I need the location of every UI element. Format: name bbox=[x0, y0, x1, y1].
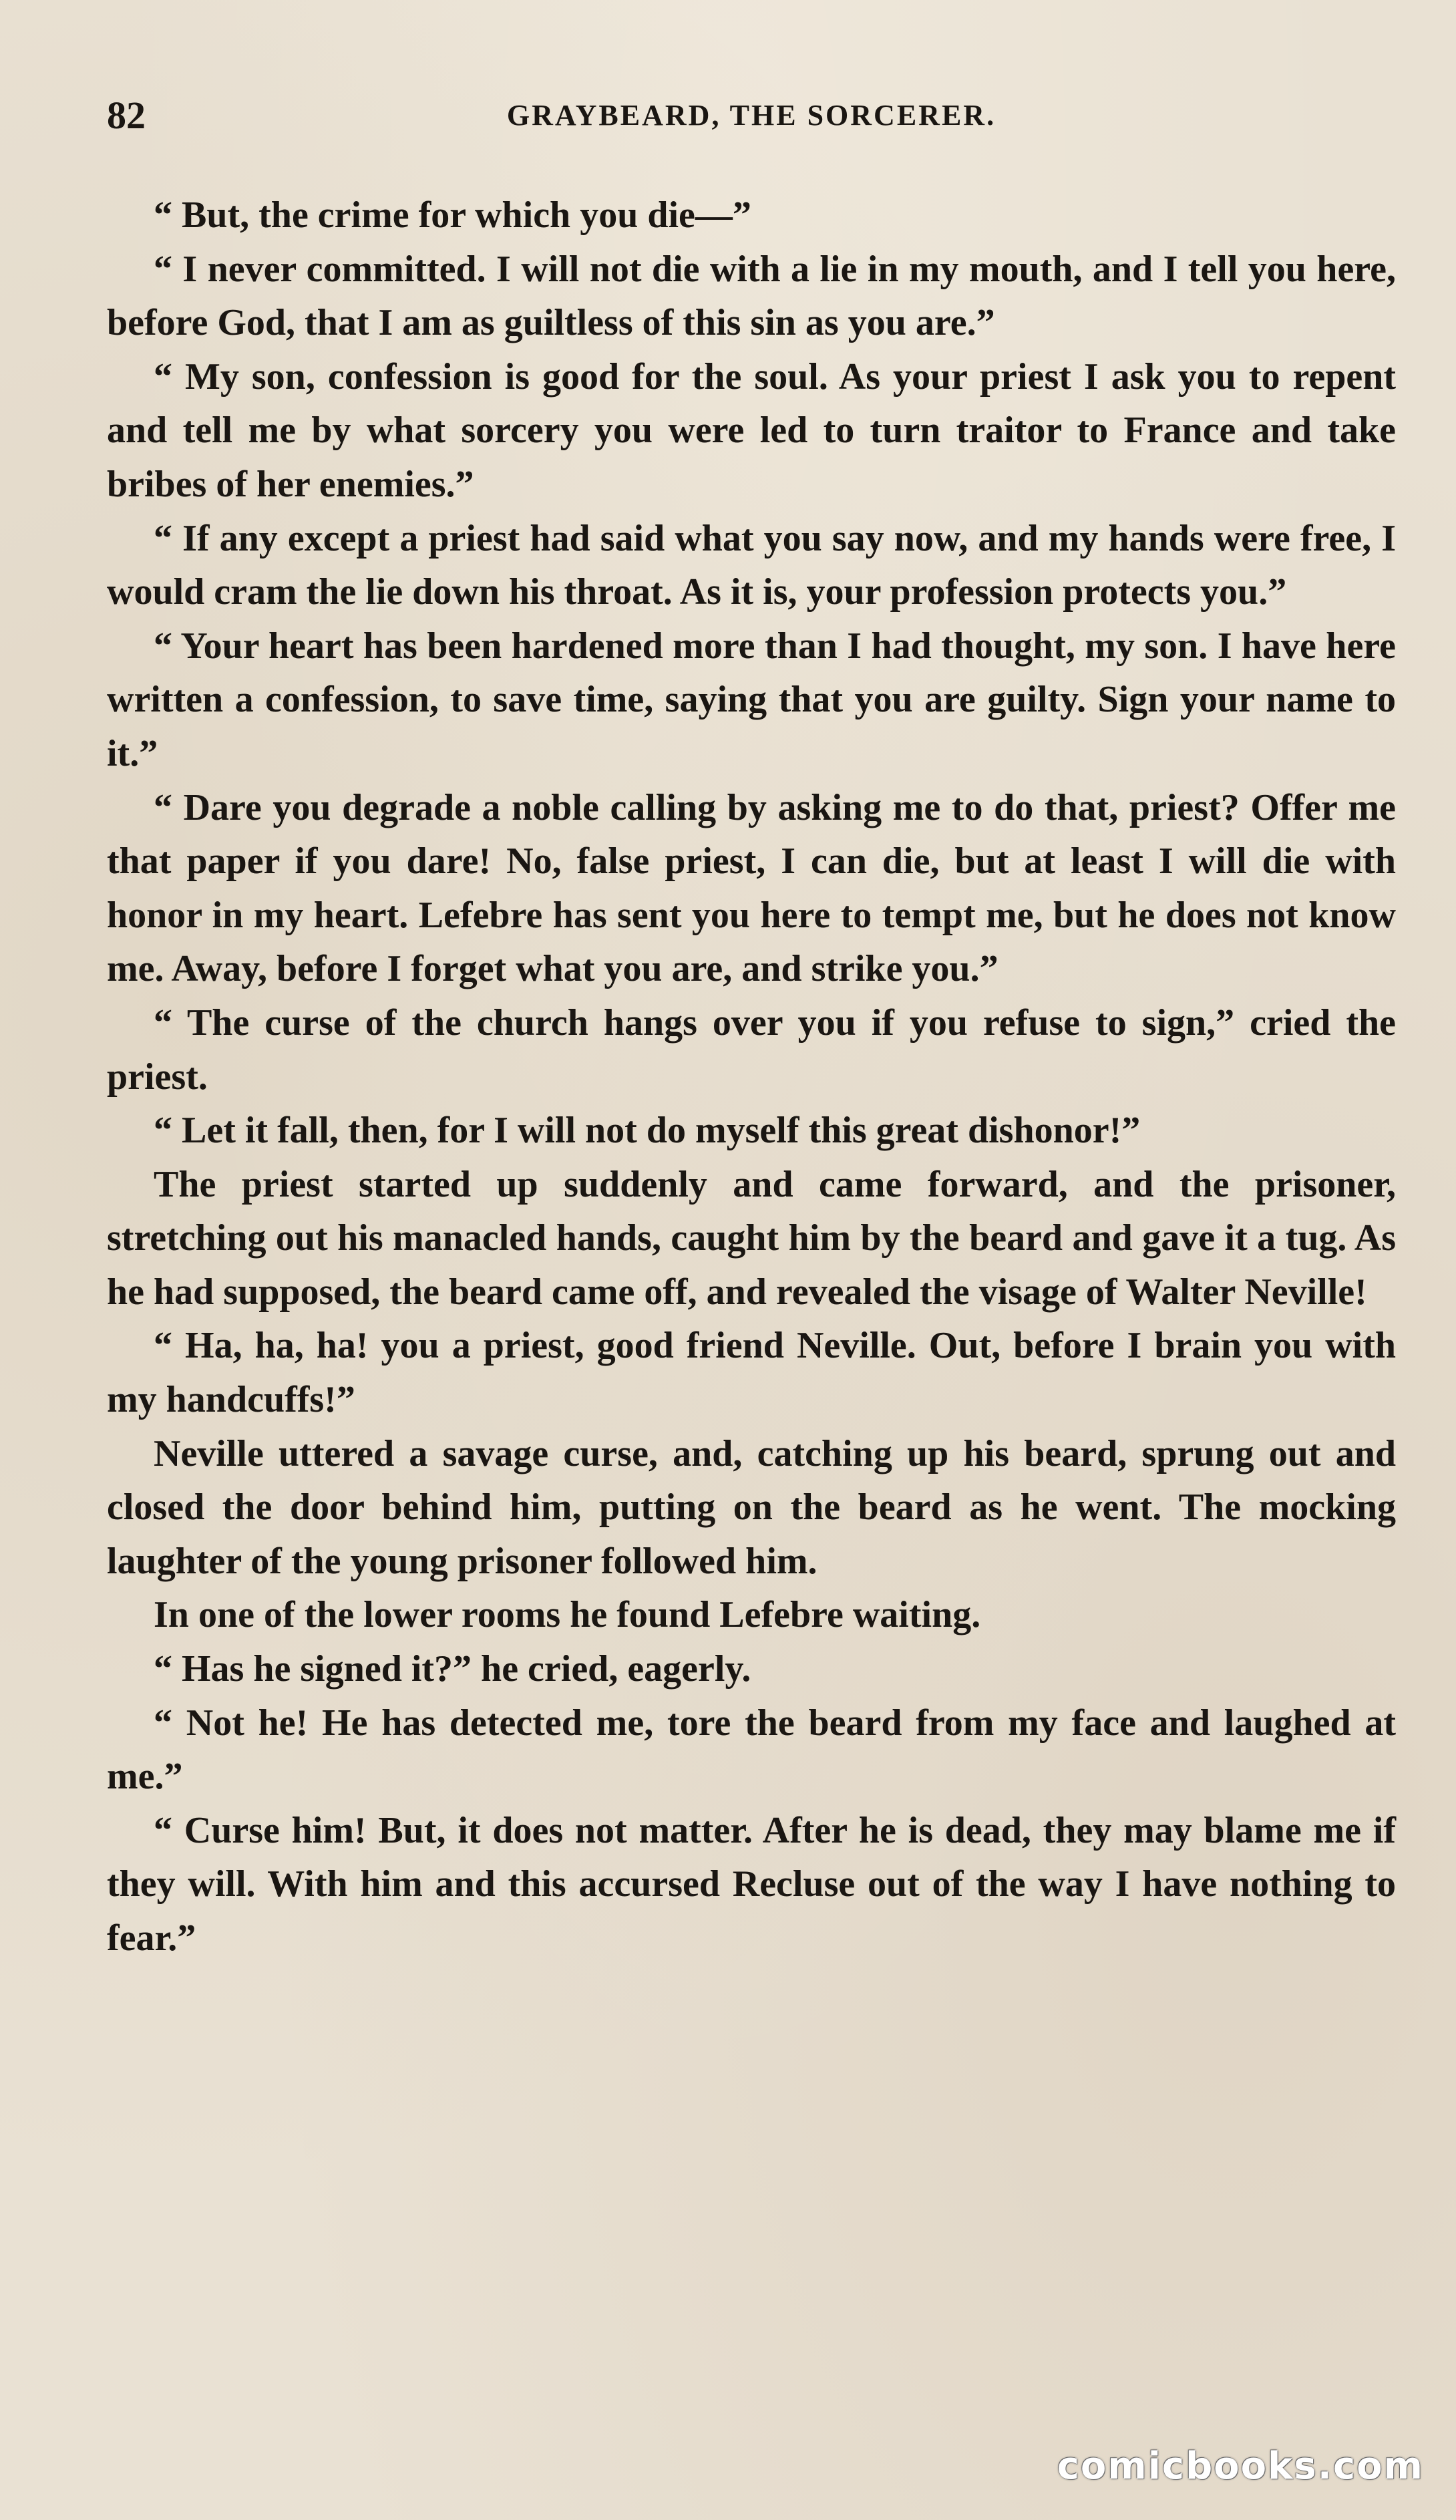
paragraph: In one of the lower rooms he found Lefebre waiting. bbox=[154, 1594, 981, 1636]
watermark: comicbooks.com bbox=[1057, 2445, 1424, 2488]
paragraph: “ Curse him! But, it does not matter. After he is dead, they may blame me if they will. With him and this accursed Recluse out of the way I have nothing to fear.” bbox=[107, 1809, 1396, 1959]
paragraph: “ If any except a priest had said what you say now, and my hands were free, I would cram the lie down his throat. As it is, your profession protects you.” bbox=[107, 517, 1396, 613]
paragraph: “ Dare you degrade a noble calling by asking me to do that, priest? Offer me that paper if you dare! No, false priest, I can die, but at least I will die with honor in my heart. Lefebre has sent you here to tempt me, but he does not know me. Away, before I forget what you are, and strike you.” bbox=[107, 786, 1396, 990]
paragraph: “ Has he signed it?” he cried, eagerly. bbox=[154, 1648, 751, 1690]
page-header bbox=[107, 92, 1396, 139]
paragraph: Neville uttered a savage curse, and, catching up his beard, sprung out and closed the door behind him, putting on the beard as he went. The mocking laughter of the young prisoner followed him. bbox=[107, 1432, 1396, 1582]
paragraph: “ My son, confession is good for the soul. As your priest I ask you to repent and tell me by what sorcery you were led to turn traitor to France and take bribes of her enemies.” bbox=[107, 355, 1396, 505]
paragraph: “ The curse of the church hangs over you if you refuse to sign,” cried the priest. bbox=[107, 1001, 1396, 1098]
body-text bbox=[107, 188, 1396, 1965]
paragraph: “ I never committed. I will not die with a lie in my mouth, and I tell you here, before God, that I am as guiltless of this sin as you are.” bbox=[107, 248, 1396, 344]
paragraph: “ Not he! He has detected me, tore the beard from my face and laughed at me.” bbox=[107, 1702, 1396, 1798]
paragraph: “ Your heart has been hardened more than I had thought, my son. I have here written a confession, to save time, saying that you are guilty. Sign your name to it.” bbox=[107, 625, 1396, 774]
paragraph: “ But, the crime for which you die—” bbox=[154, 194, 751, 236]
page-number: 82 bbox=[107, 94, 146, 137]
paragraph: The priest started up suddenly and came forward, and the prisoner, stretching out his manacled hands, caught him by the beard and gave it a tug. As he had supposed, the beard came off, and revealed the visage of Walter Neville! bbox=[107, 1163, 1396, 1313]
paragraph: “ Ha, ha, ha! you a priest, good friend Neville. Out, before I brain you with my handcuffs!” bbox=[107, 1325, 1396, 1421]
running-head: GRAYBEARD, THE SORCERER. bbox=[506, 99, 996, 132]
paragraph: “ Let it fall, then, for I will not do myself this great dishonor!” bbox=[154, 1110, 1141, 1152]
